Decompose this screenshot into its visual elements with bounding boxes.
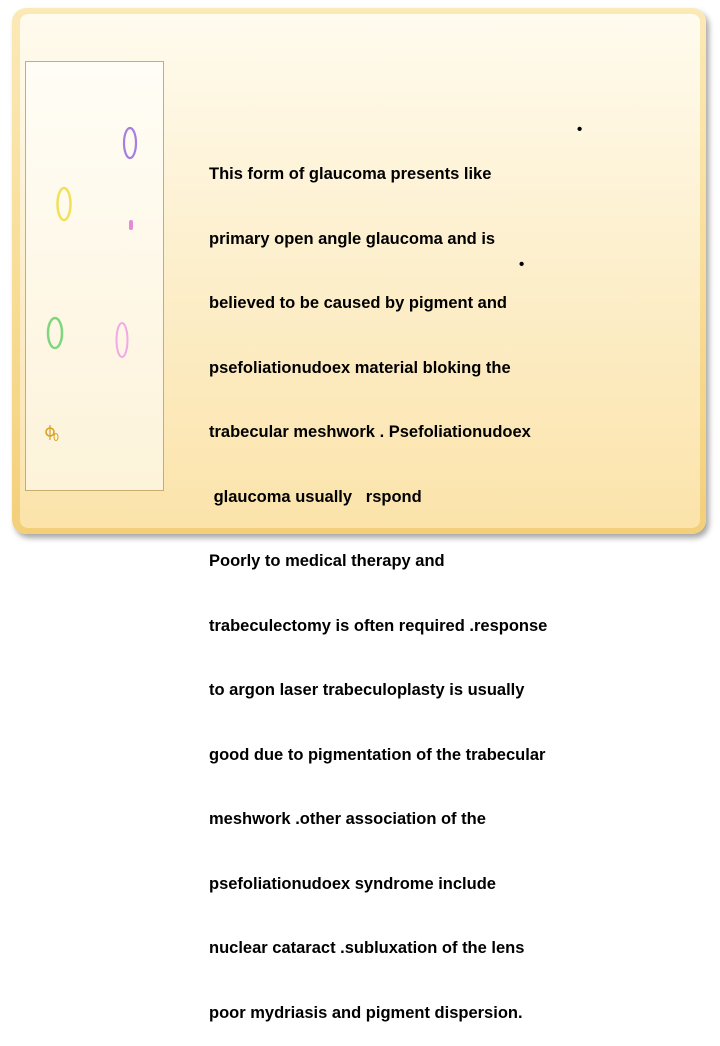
ring-green-icon [48, 318, 62, 348]
bullet-paragraph-1: • [577, 121, 583, 138]
side-panel [25, 61, 164, 491]
paragraph-2-line: to argon laser trabeculoplasty is usually [209, 681, 525, 699]
slide-body-text [209, 121, 679, 1046]
paragraph-2-line: psefoliationudoex syndrome include [209, 874, 496, 893]
paragraph-1-line: psefoliationudoex material bloking the [209, 358, 511, 377]
side-panel-decoration [26, 62, 163, 490]
paragraph-1-line: believed to be caused by pigment and [209, 294, 507, 312]
paragraph-1-line: primary open angle glaucoma and is [209, 229, 496, 248]
paragraph-2-line: good due to pigmentation of the trabecular [209, 745, 546, 764]
paragraph-2-line: trabeculectomy is often required .response [209, 616, 548, 635]
ring-pink-icon [117, 323, 128, 357]
paragraph-2-line: poor mydriasis and pigment dispersion. [209, 1003, 523, 1022]
paragraph-2-line: nuclear cataract .subluxation of the lens [209, 939, 525, 957]
ornament-icon [46, 425, 58, 441]
paragraph-1-line: trabecular meshwork . Psefoliationudoex [209, 423, 531, 441]
bullet-paragraph-2: • [519, 256, 525, 273]
paragraph-2-line: meshwork .other association of the [209, 810, 486, 828]
ring-yellow-icon [58, 188, 71, 220]
paragraph-2-line: Poorly to medical therapy and [209, 552, 445, 570]
ring-purple-icon [124, 128, 136, 158]
paragraph-1-line: glaucoma usually rspond [209, 487, 422, 506]
dot-pink-icon [129, 220, 133, 230]
paragraph-1-line: This form of glaucoma presents like [209, 165, 492, 183]
